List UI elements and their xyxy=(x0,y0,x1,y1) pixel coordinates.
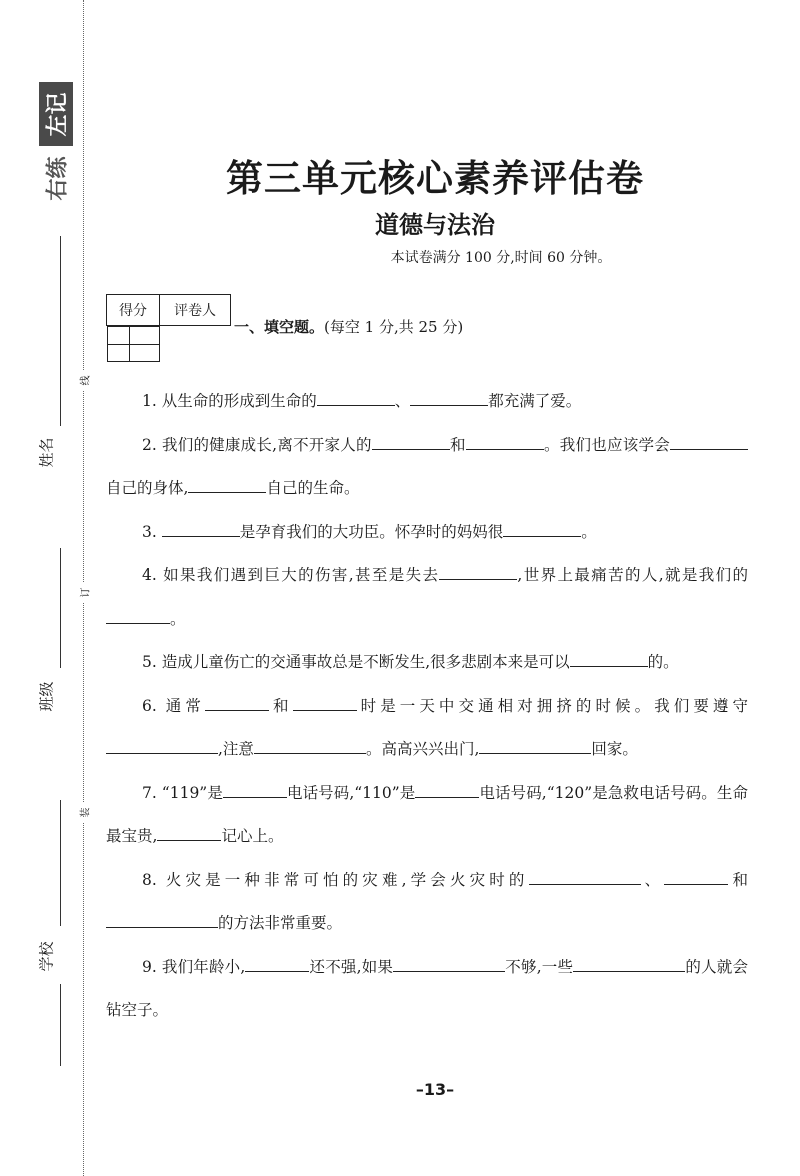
brand-logo xyxy=(36,82,76,210)
brand-right-text: 右练 xyxy=(45,155,71,201)
label-name: 姓名 xyxy=(37,436,56,468)
question-7: 7. “119”是 电话号码,“110”是 电话号码,“120”是急救电话号码。生命最宝贵, 记心上。 xyxy=(106,772,748,859)
answer-blank[interactable] xyxy=(529,866,641,885)
question-5: 5. 造成儿童伤亡的交通事故总是不断发生,很多悲剧本来是可以 的。 xyxy=(106,641,748,685)
answer-blank[interactable] xyxy=(106,909,218,928)
answer-blank[interactable] xyxy=(317,387,395,406)
answer-blank[interactable] xyxy=(410,387,488,406)
answer-blank[interactable] xyxy=(223,779,287,798)
answer-blank[interactable] xyxy=(254,735,366,754)
question-list xyxy=(106,380,748,1033)
question-4: 4. 如果我们遇到巨大的伤害,甚至是失去 ,世界上最痛苦的人,就是我们的。 xyxy=(106,554,748,641)
answer-blank[interactable] xyxy=(664,866,728,885)
page-number: –13– xyxy=(415,1080,455,1099)
answer-blank[interactable] xyxy=(245,953,309,972)
answer-blank[interactable] xyxy=(439,561,517,580)
school-line-lower xyxy=(60,984,61,1066)
question-6: 6. 通常 和 时是一天中交通相对拥挤的时候。我们要遵守,注意 。高高兴兴出门, 回家。 xyxy=(106,685,748,772)
answer-blank[interactable] xyxy=(205,692,269,711)
question-3: 3. 是孕育我们的大功臣。怀孕时的妈妈很 。 xyxy=(106,511,748,555)
class-line xyxy=(60,548,61,668)
cut-mark-stitch: 装 xyxy=(76,802,92,822)
answer-blank[interactable] xyxy=(157,822,221,841)
grader-cell[interactable] xyxy=(129,327,159,362)
answer-blank[interactable] xyxy=(393,953,505,972)
section-heading: 一、填空题。(每空 1 分,共 25 分) xyxy=(234,318,464,336)
page-title: 第三单元核心素养评估卷 xyxy=(226,157,644,200)
grader-header: 评卷人 xyxy=(160,295,231,326)
answer-blank[interactable] xyxy=(670,431,748,450)
answer-blank[interactable] xyxy=(106,735,218,754)
question-2: 2. 我们的健康成长,离不开家人的 和 。我们也应该学会自己的身体, 自己的生命。 xyxy=(106,424,748,511)
answer-blank[interactable] xyxy=(573,953,685,972)
answer-blank[interactable] xyxy=(503,518,581,537)
exam-note: 本试卷满分 100 分,时间 60 分钟。 xyxy=(390,250,612,266)
score-cell[interactable] xyxy=(107,327,129,362)
score-table xyxy=(106,294,231,349)
binding-margin xyxy=(0,0,92,1176)
question-8: 8. 火灾是一种非常可怕的灾难,学会火灾时的 、 和的方法非常重要。 xyxy=(106,859,748,946)
answer-blank[interactable] xyxy=(415,779,479,798)
cut-mark-bind: 订 xyxy=(76,582,92,602)
school-line xyxy=(60,800,61,926)
cut-mark-line: 线 xyxy=(76,370,92,390)
answer-blank[interactable] xyxy=(570,648,648,667)
brand-left-box: 左记 xyxy=(39,82,73,146)
answer-blank[interactable] xyxy=(293,692,357,711)
answer-blank[interactable] xyxy=(106,605,170,624)
answer-blank[interactable] xyxy=(372,431,450,450)
question-9: 9. 我们年龄小, 还不强,如果 不够,一些 的人就会钻空子。 xyxy=(106,946,748,1033)
question-1: 1. 从生命的形成到生命的 、 都充满了爱。 xyxy=(106,380,748,424)
score-header: 得分 xyxy=(107,295,160,326)
answer-blank[interactable] xyxy=(162,518,240,537)
name-line xyxy=(60,236,61,426)
label-school: 学校 xyxy=(37,940,56,972)
label-class: 班级 xyxy=(37,680,56,712)
answer-blank[interactable] xyxy=(188,474,266,493)
answer-blank[interactable] xyxy=(479,735,591,754)
answer-blank[interactable] xyxy=(466,431,544,450)
subject-title: 道德与法治 xyxy=(375,211,495,239)
